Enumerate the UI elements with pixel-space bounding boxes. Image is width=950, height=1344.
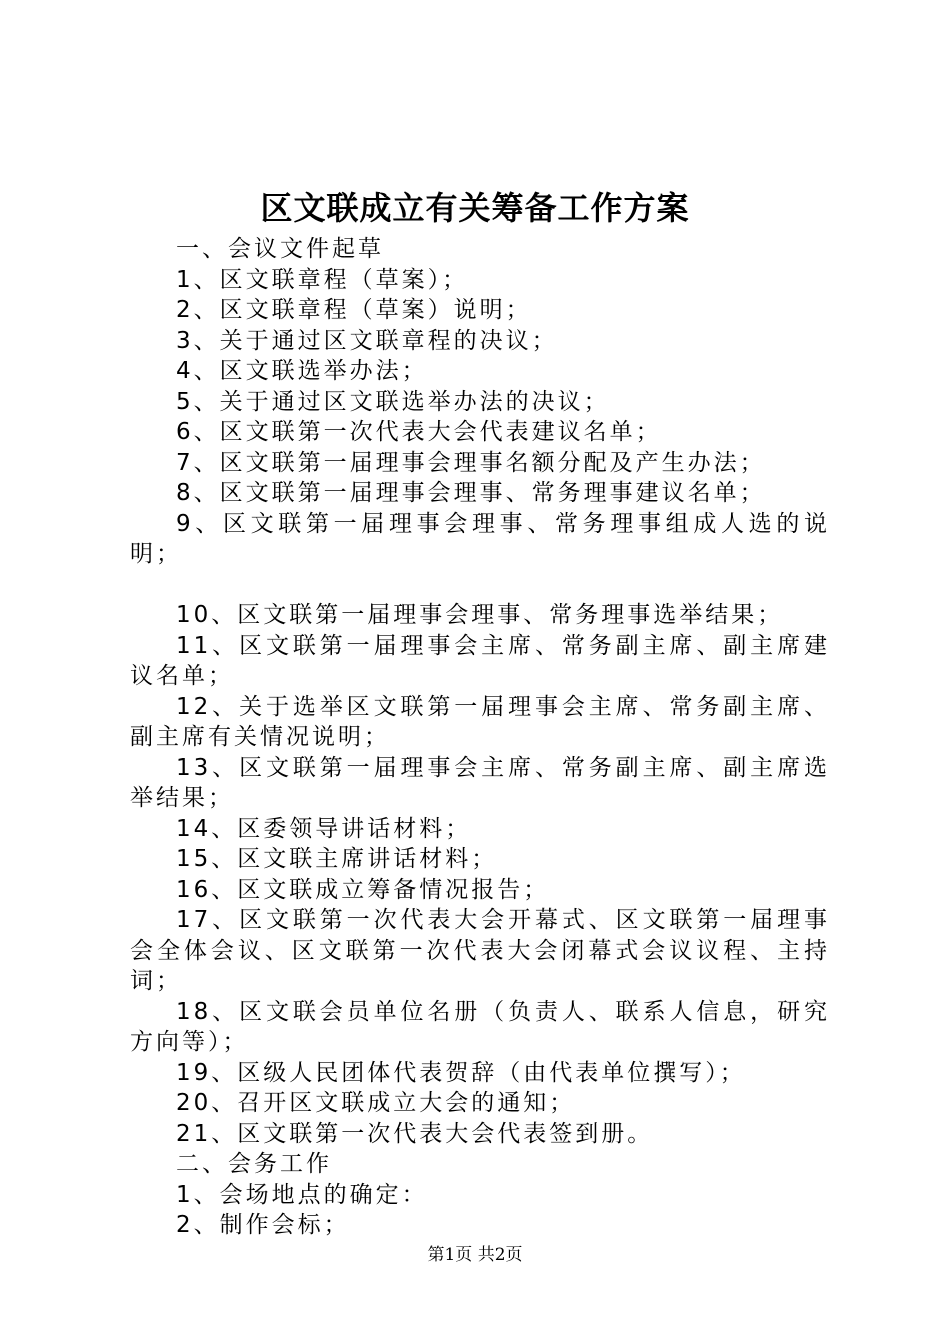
list-item: 2、制作会标； (176, 1212, 350, 1238)
list-item: 18、区文联会员单位名册（负责人、联系人信息，研究方向等）； (130, 998, 830, 1055)
page-footer: 第1页 共2页 (427, 1245, 523, 1265)
list-item: 3、关于通过区文联章程的决议； (176, 327, 558, 354)
list-item: 12、关于选举区文联第一届理事会主席、常务副主席、副主席有关情况说明； (130, 693, 830, 750)
list-item: 15、区文联主席讲话材料； (176, 846, 498, 872)
list-item: 10、区文联第一届理事会理事、常务理事选举结果； (176, 602, 784, 628)
section-heading: 一、会议文件起草 (176, 236, 384, 262)
list-item: 1、会场地点的确定： (176, 1181, 428, 1208)
section-heading: 二、会务工作 (176, 1151, 332, 1177)
list-item: 14、区委领导讲话材料； (176, 815, 472, 842)
document-title: 区文联成立有关筹备工作方案 (260, 189, 690, 227)
list-item: 11、区文联第一届理事会主席、常务副主席、副主席建议名单； (130, 632, 830, 689)
list-item: 6、区文联第一次代表大会代表建议名单； (176, 419, 662, 445)
list-item: 7、区文联第一届理事会理事名额分配及产生办法； (176, 449, 766, 476)
list-item: 2、区文联章程（草案）说明； (176, 297, 532, 323)
list-item: 9、区文联第一届理事会理事、常务理事组成人选的说明； (130, 510, 830, 567)
list-item: 19、区级人民团体代表贺辞（由代表单位撰写）； (176, 1059, 746, 1086)
list-item: 13、区文联第一届理事会主席、常务副主席、副主席选举结果； (130, 754, 830, 811)
list-item: 16、区文联成立筹备情况报告； (176, 876, 550, 903)
list-item: 21、区文联第一次代表大会代表签到册。 (176, 1120, 654, 1147)
list-item: 8、区文联第一届理事会理事、常务理事建议名单； (176, 480, 766, 506)
list-item: 20、召开区文联成立大会的通知； (176, 1090, 576, 1116)
list-item: 4、区文联选举办法； (176, 358, 428, 384)
document-body (130, 234, 830, 1241)
list-item: 1、区文联章程（草案）； (176, 266, 469, 293)
list-item: 17、区文联第一次代表大会开幕式、区文联第一届理事会全体会议、区文联第一次代表大会闭幕式会议议程、主持词； (130, 907, 830, 994)
list-item: 5、关于通过区文联选举办法的决议； (176, 388, 610, 415)
